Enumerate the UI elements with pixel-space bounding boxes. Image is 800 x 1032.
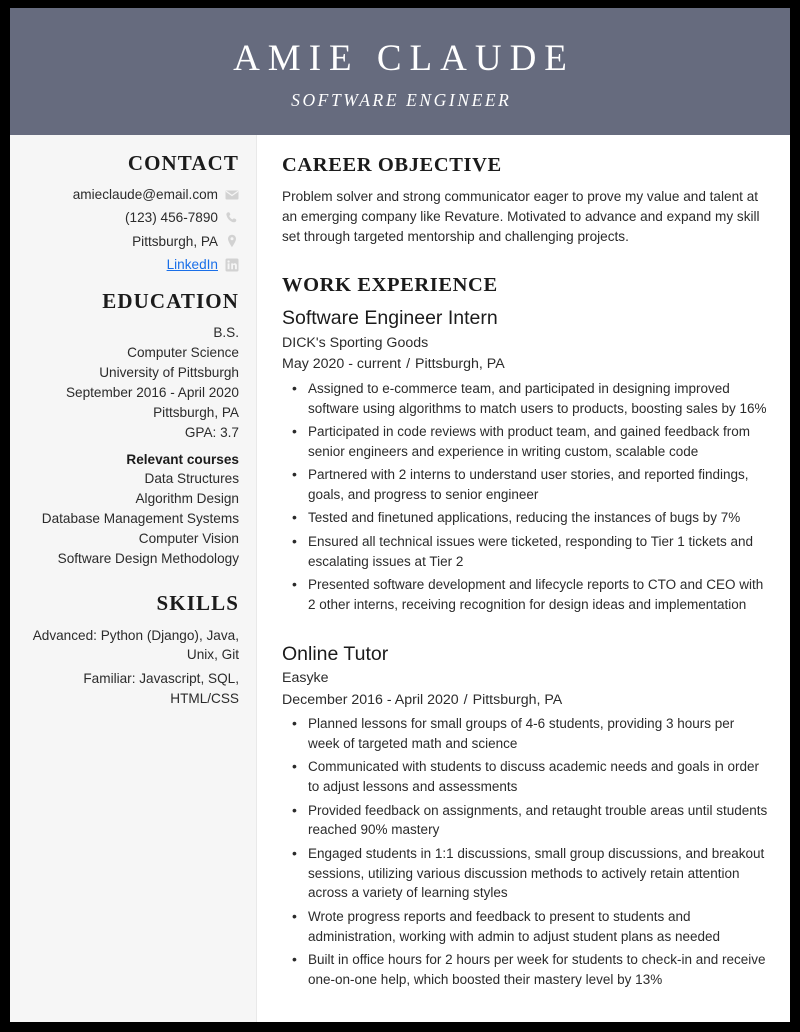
job-bullet: • Engaged students in 1:1 discussions, small group discussions, and breakout sessions, utilizing various discussion methods to actively retain attention across a variety of learning styles (282, 844, 768, 904)
job-meta-separator: / (406, 356, 411, 373)
job-bullet: • Wrote progress reports and feedback to present to students and administration, working with admin to adjust student plans as needed (282, 907, 768, 947)
map-pin-icon (225, 234, 239, 248)
candidate-role: SOFTWARE ENGINEER (291, 89, 512, 110)
skills-heading: SKILLS (156, 591, 239, 616)
contact-phone-text: (123) 456-7890 (125, 210, 218, 226)
skills-familiar: Familiar: Javascript, SQL, HTML/CSS (83, 671, 239, 707)
phone-icon (225, 211, 239, 225)
job-bullet: • Assigned to e-commerce team, and participated in designing improved software using algorithms to match users to products, boosting sales by 16% (282, 379, 768, 419)
education-dates: September 2016 - April 2020 (65, 384, 239, 400)
contact-item-phone (20, 208, 239, 228)
education-school: University of Pittsburgh (99, 364, 239, 380)
career-objective-text: Problem solver and strong communicator eager to prove my value and talent at an emerging company like Revature. Motivated to advance and expand my skill set through targeted mentorship and challenging projects. (282, 188, 760, 245)
resume-page (10, 8, 790, 1022)
job-company: DICK's Sporting Goods (282, 334, 429, 351)
job-meta (282, 354, 768, 375)
contact-heading: CONTACT (127, 151, 239, 175)
job-title: Online Tutor (282, 642, 389, 665)
contact-section (20, 151, 239, 275)
contact-item-location (20, 232, 239, 252)
education-heading: EDUCATION (102, 288, 239, 313)
job-bullet: • Provided feedback on assignments, and retaught trouble areas until students reached 90% mastery (282, 801, 768, 841)
job-location: Pittsburgh, PA (415, 356, 505, 373)
course-item: Computer Vision (138, 531, 239, 547)
contact-item-email (20, 185, 239, 205)
job-bullet: • Ensured all technical issues were ticketed, responding to Tier 1 tickets and escalating issues at Tier 2 (282, 532, 768, 572)
job-meta (282, 690, 768, 711)
job-location: Pittsburgh, PA (472, 691, 563, 708)
skills-section (20, 591, 239, 709)
contact-list (20, 185, 239, 274)
job-bullets (282, 714, 768, 989)
course-item: Data Structures (144, 471, 239, 487)
education-major: Computer Science (127, 344, 239, 360)
skills-advanced: Advanced: Python (Django), Java, Unix, Git (32, 627, 239, 663)
job-bullet: • Planned lessons for small groups of 4-6 students, providing 3 hours per week of targeted math and science (282, 714, 768, 754)
education-section (20, 289, 239, 570)
job-bullet: • Participated in code reviews with product team, and gained feedback from senior engineers and experience in writing custom, scalable code (282, 422, 768, 462)
linkedin-icon[interactable] (225, 258, 239, 272)
contact-item-linkedin[interactable] (20, 255, 239, 275)
job-bullet: • Tested and finetuned applications, reducing the instances of bugs by 7% (282, 508, 768, 528)
job-meta-separator: / (463, 691, 468, 708)
education-gpa: GPA: 3.7 (184, 424, 239, 440)
job-company: Easyke (282, 670, 329, 687)
job-title: Software Engineer Intern (282, 307, 498, 330)
education-location: Pittsburgh, PA (153, 404, 239, 420)
job-bullet: • Presented software development and lifecycle reports to CTO and CEO with 2 other interns, receiving recognition for design ideas and implementation (282, 575, 768, 615)
job-dates: May 2020 - current (282, 356, 402, 373)
contact-email-text: amieclaude@email.com (72, 187, 218, 203)
course-item: Software Design Methodology (57, 551, 239, 567)
work-experience-section (282, 273, 768, 990)
course-item: Algorithm Design (135, 491, 239, 507)
education-degree: B.S. (213, 324, 239, 340)
job-bullet: • Built in office hours for 2 hours per week for students to check-in and receive one-on-one help, which boosted their mastery level by 13% (282, 950, 768, 990)
resume-sidebar (10, 135, 257, 1022)
resume-main (257, 135, 790, 1022)
career-objective-section (282, 153, 768, 248)
relevant-courses-label: Relevant courses (126, 451, 239, 467)
experience-entry (282, 306, 768, 614)
candidate-name: AMIE CLAUDE (233, 38, 575, 80)
job-bullet: • Partnered with 2 interns to understand user stories, and reported findings, goals, and progress to senior engineer (282, 465, 768, 505)
job-dates: December 2016 - April 2020 (282, 691, 459, 708)
job-bullets (282, 379, 768, 615)
resume-header-banner (10, 8, 790, 135)
contact-location-text: Pittsburgh, PA (132, 233, 218, 249)
work-experience-heading: WORK EXPERIENCE (282, 273, 498, 296)
experience-entry (282, 642, 768, 990)
envelope-icon (225, 188, 239, 202)
career-objective-heading: CAREER OBJECTIVE (282, 154, 502, 176)
job-bullet: • Communicated with students to discuss academic needs and goals in order to adjust lessons and assessments (282, 757, 768, 797)
course-item: Database Management Systems (41, 511, 239, 527)
linkedin-link[interactable]: LinkedIn (166, 256, 218, 272)
relevant-courses-group (20, 450, 239, 570)
resume-body (10, 135, 790, 1022)
